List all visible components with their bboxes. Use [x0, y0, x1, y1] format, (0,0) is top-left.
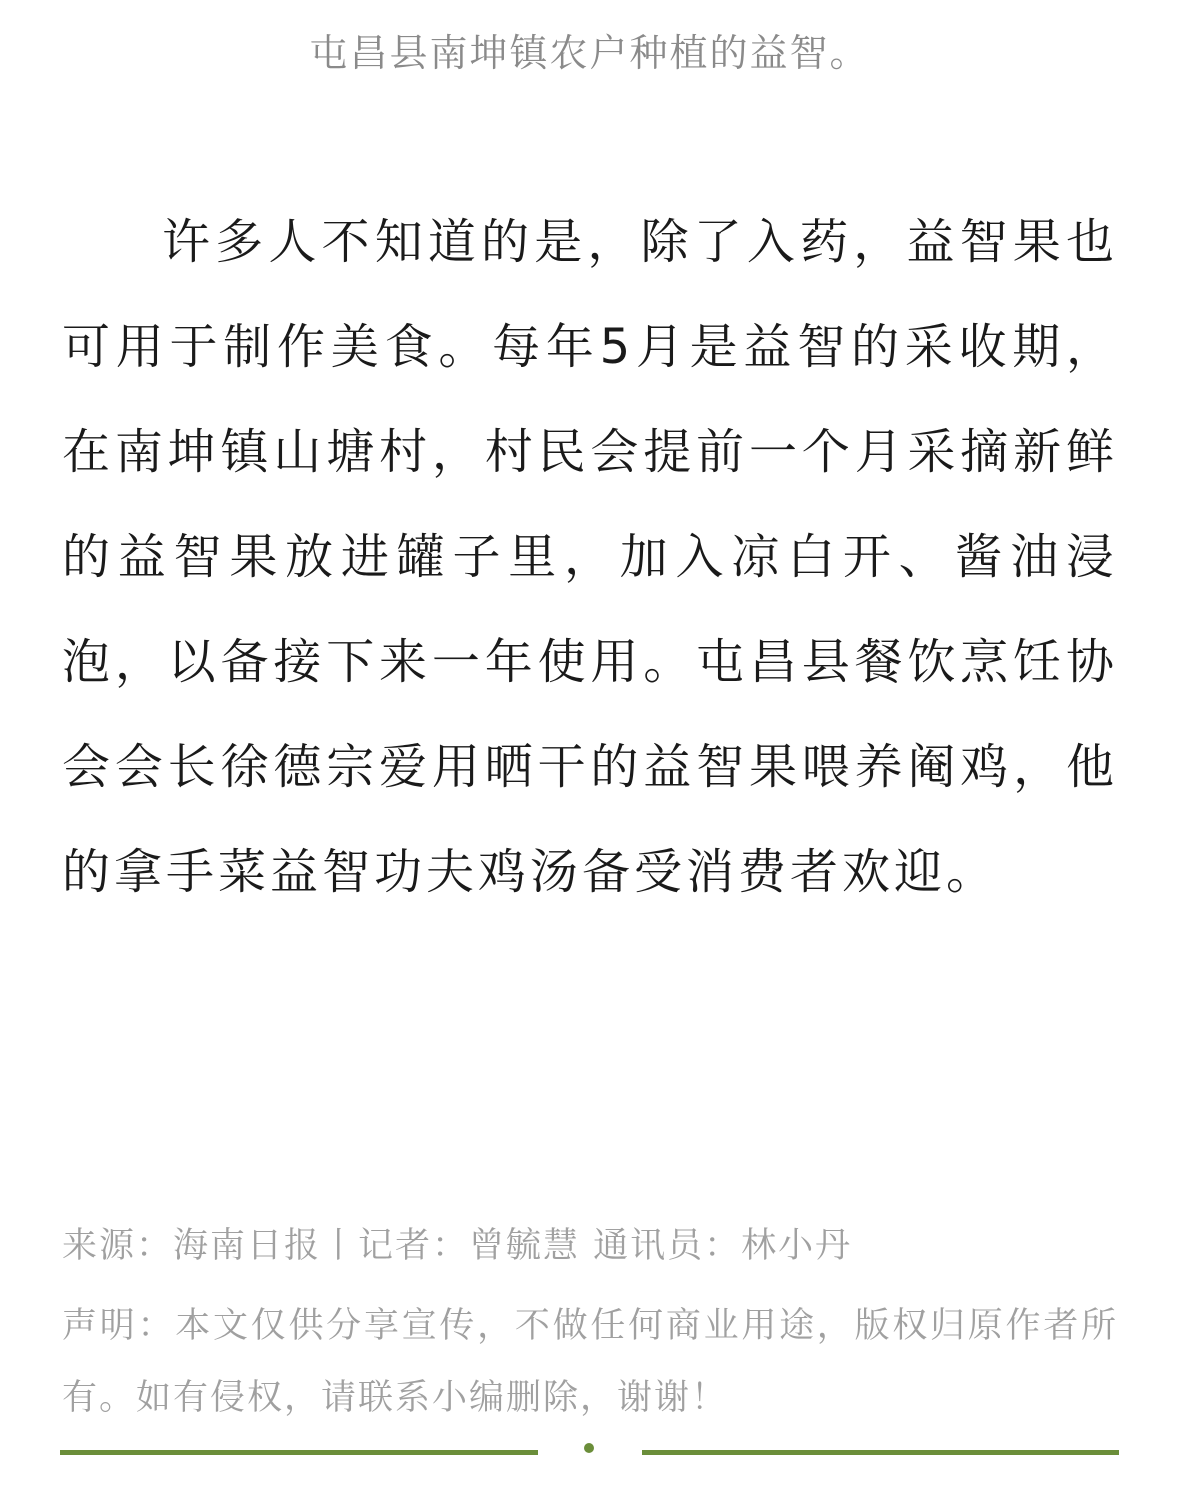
image-caption: 屯昌县南坤镇农户种植的益智。: [309, 31, 870, 75]
source-credit: 来源：海南日报丨记者：曾毓慧 通讯员：林小丹: [62, 1226, 853, 1266]
footer-divider-left: [60, 1450, 538, 1455]
article-paragraph: 许多人不知道的是，除了入药，益智果也可用于制作美食。每年5月是益智的采收期，在南坤镇山塘村，村民会提前一个月采摘新鲜的益智果放进罐子里，加入凉白开、酱油浸泡，以备接下来一年使用。屯昌县餐饮烹饪协会会长徐德宗爱用晒干的益智果喂养阉鸡，他的拿手菜益智功夫鸡汤备受消费者欢迎。: [62, 214, 1118, 900]
footer-divider-dot: [584, 1443, 594, 1453]
footer-divider-right: [642, 1450, 1119, 1455]
copyright-disclaimer: 声明：本文仅供分享宣传，不做任何商业用途，版权归原作者所有。如有侵权，请联系小编删除，谢谢！: [62, 1306, 1118, 1418]
